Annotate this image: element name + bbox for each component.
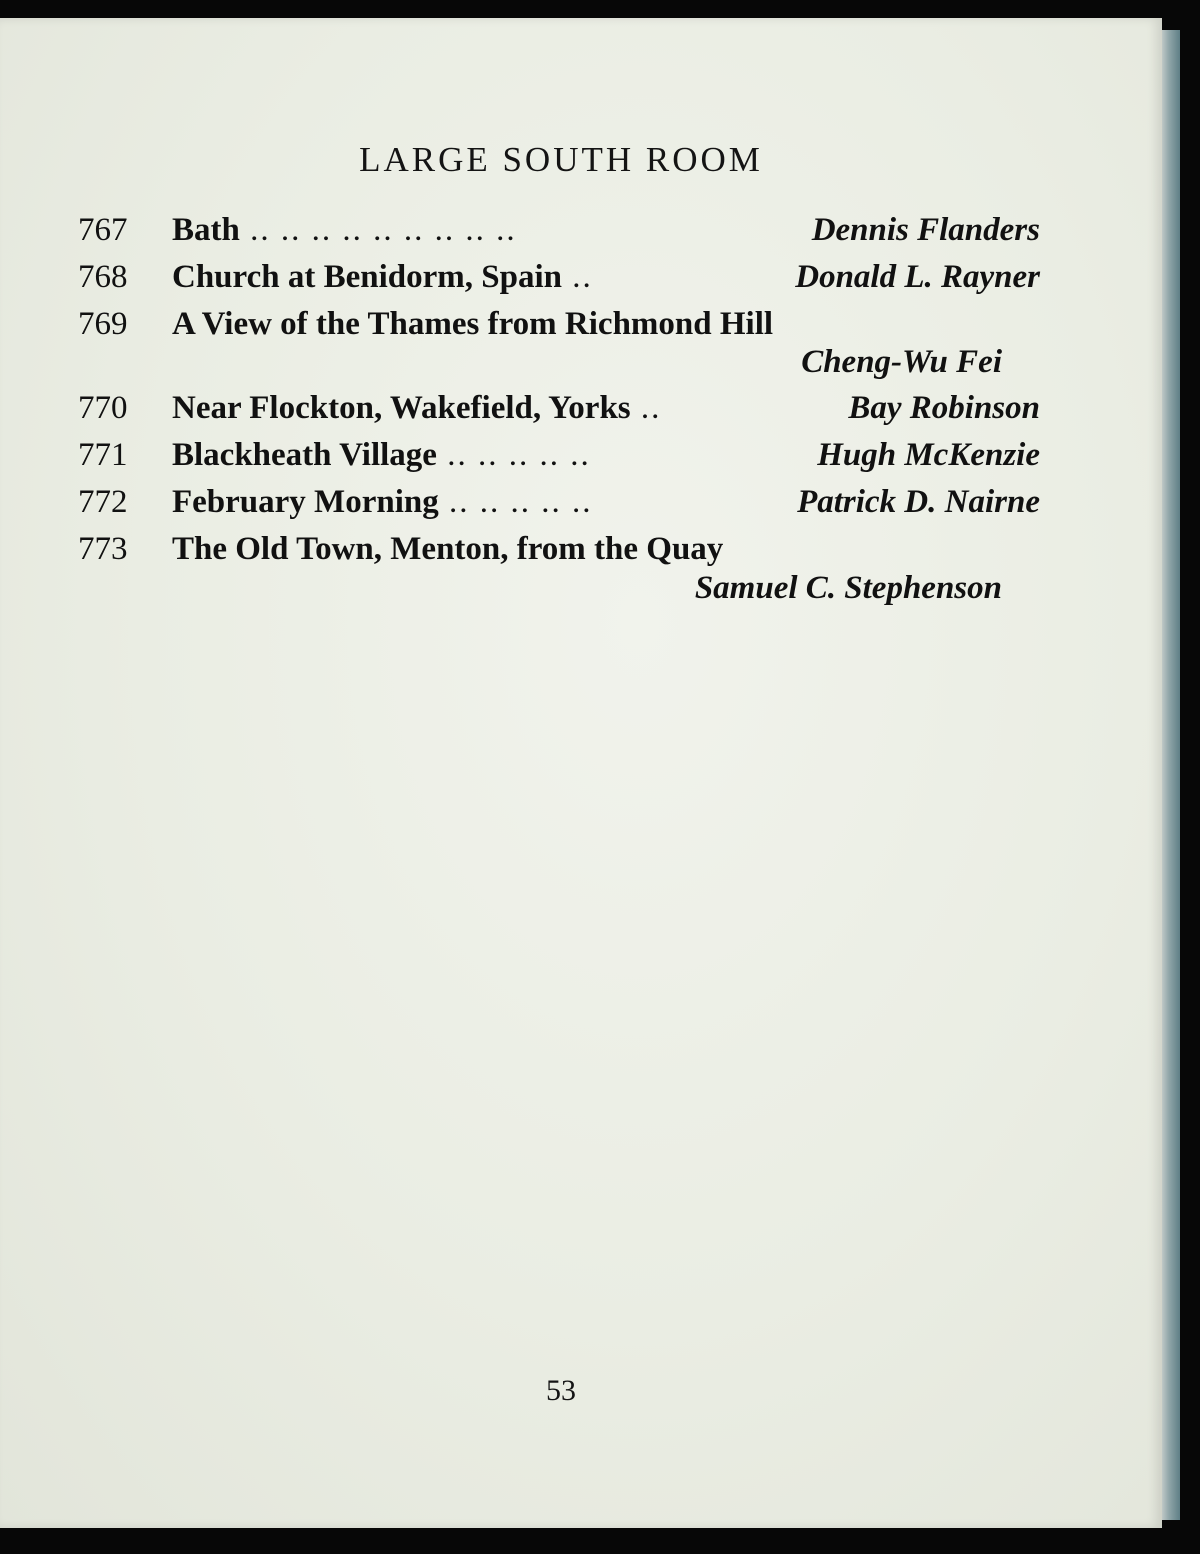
entry-title: A View of the Thames from Richmond Hill (172, 306, 774, 342)
entry-number: 767 (78, 212, 128, 248)
entry-artist: Dennis Flanders (811, 212, 1040, 248)
entry-artist: Bay Robinson (848, 390, 1040, 426)
dot-leader: .. .. .. .. .. .. .. .. .. (239, 212, 517, 248)
page-number: 53 (546, 1374, 576, 1407)
entry-artist: Hugh McKenzie (817, 437, 1040, 473)
page-edge (1162, 30, 1180, 1520)
entry-number: 768 (78, 259, 128, 295)
catalogue-entry (78, 531, 1040, 575)
entry-artist: Patrick D. Nairne (797, 484, 1040, 520)
entry-title: Bath .. .. .. .. .. .. .. .. .. (172, 212, 517, 248)
entry-number: 770 (78, 390, 128, 426)
entry-artist: Donald L. Rayner (795, 259, 1040, 295)
dot-leader: .. .. .. .. .. (438, 484, 593, 520)
dot-leader: .. (561, 259, 593, 295)
catalogue-page (0, 18, 1162, 1528)
entry-title: Blackheath Village .. .. .. .. .. (172, 437, 591, 473)
entry-title: February Morning .. .. .. .. .. (172, 484, 593, 520)
entry-artist: Cheng-Wu Fei (801, 344, 1002, 380)
catalogue-entry (78, 212, 1040, 256)
catalogue-entry (78, 484, 1040, 528)
room-heading: LARGE SOUTH ROOM (359, 140, 763, 179)
catalogue-entry (78, 437, 1040, 481)
dot-leader: .. .. .. .. .. (436, 437, 591, 473)
catalogue-entry (78, 259, 1040, 303)
entry-number: 773 (78, 531, 128, 567)
catalogue-entry (78, 390, 1040, 434)
entry-artist: Samuel C. Stephenson (694, 570, 1002, 606)
entry-number: 772 (78, 484, 128, 520)
entry-title: Near Flockton, Wakefield, Yorks .. (172, 390, 662, 426)
entry-title: Church at Benidorm, Spain .. (172, 259, 593, 295)
entry-number: 769 (78, 306, 128, 342)
entry-number: 771 (78, 437, 128, 473)
entry-title: The Old Town, Menton, from the Quay (172, 531, 724, 567)
dot-leader: .. (630, 390, 662, 426)
